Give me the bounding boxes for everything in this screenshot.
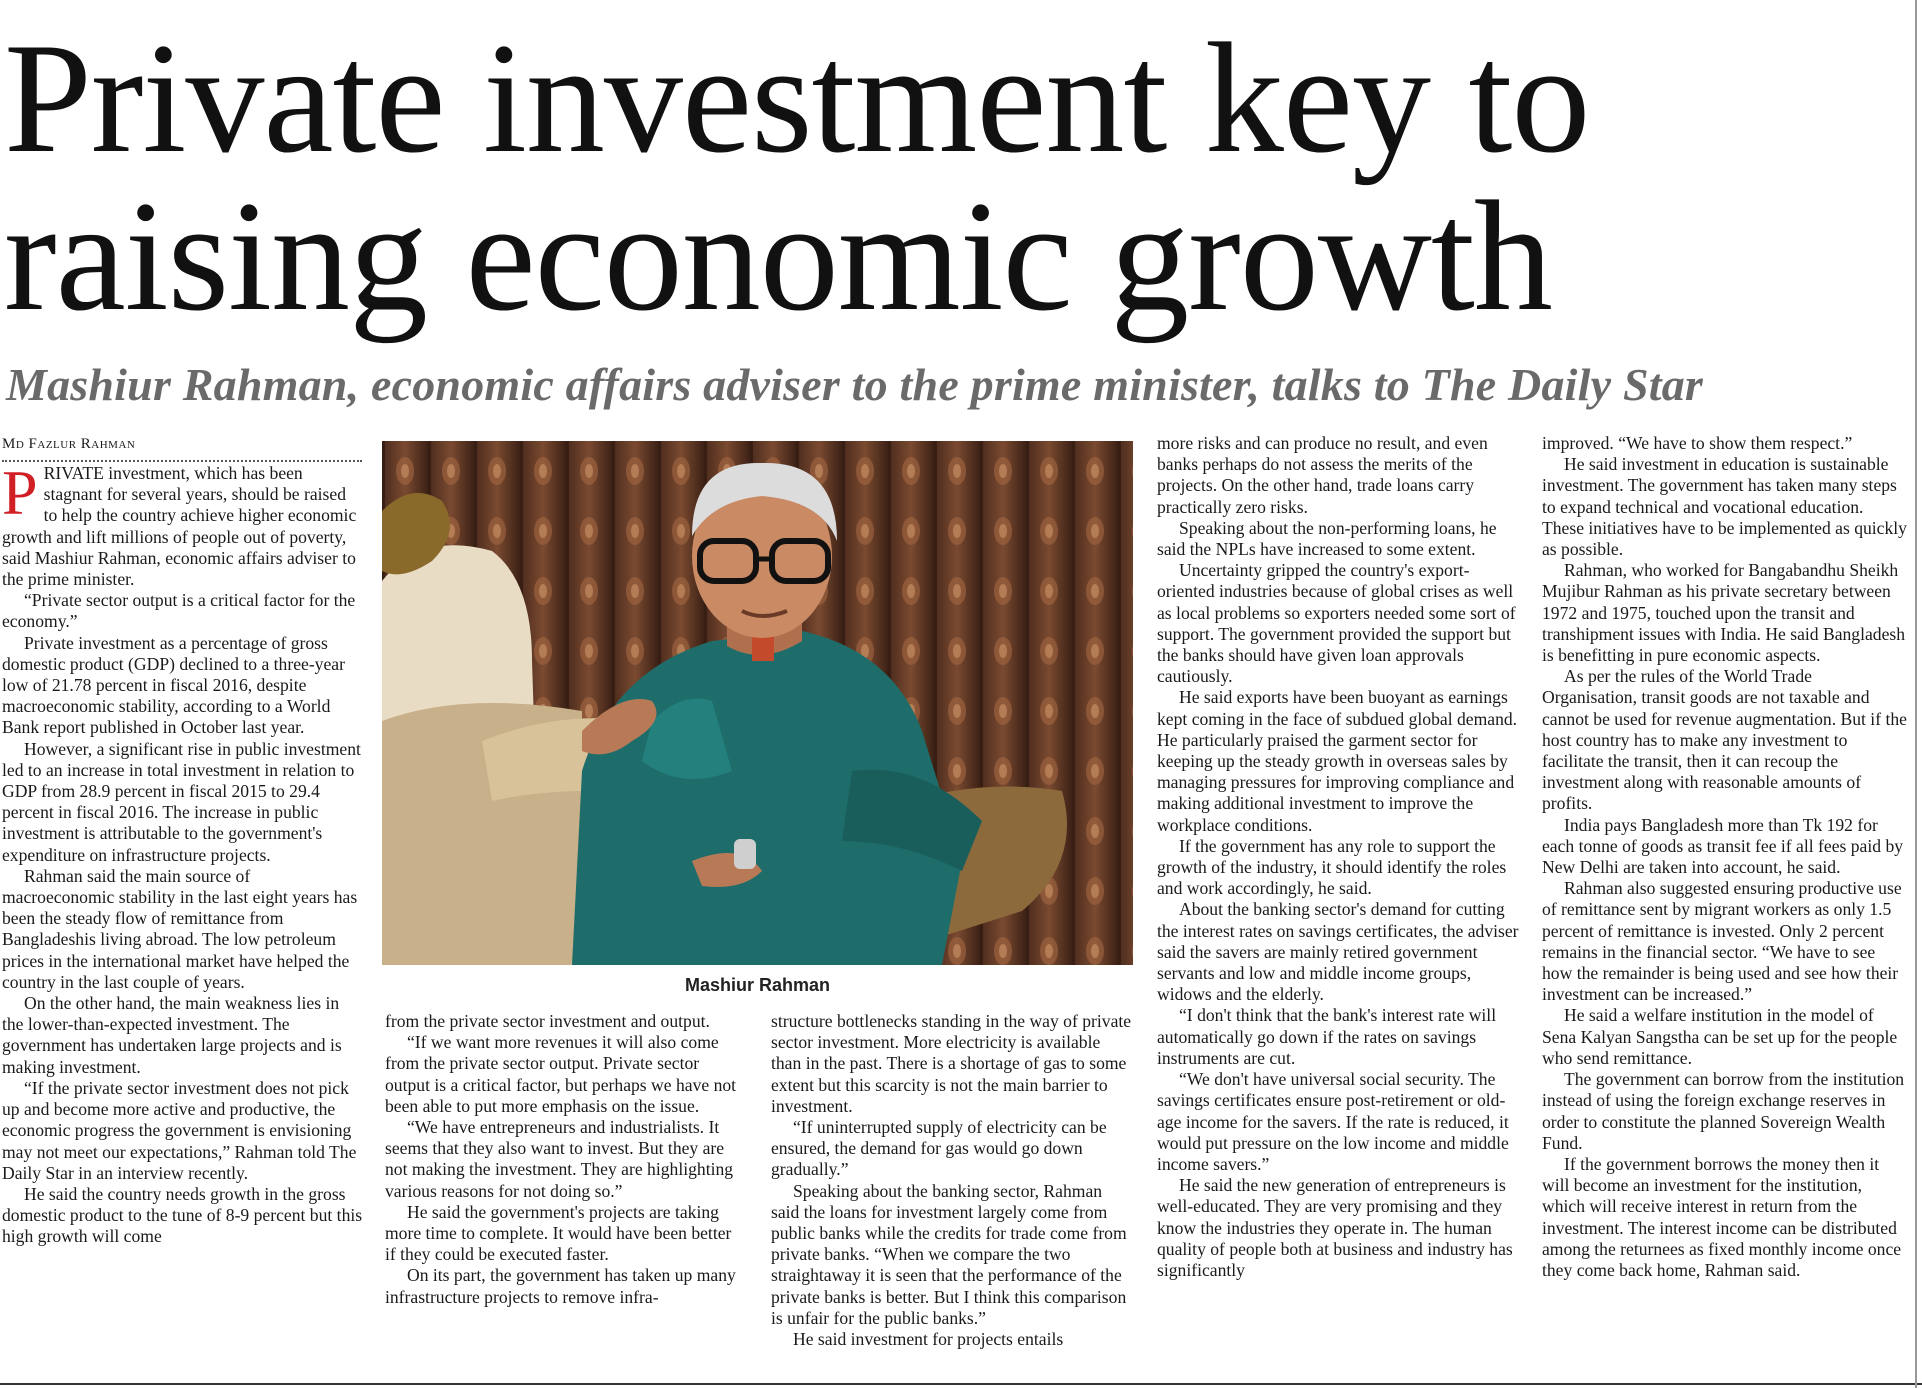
article-paragraph: He said the government's projects are taking more time to complete. It would have been better if they could be executed faster.: [385, 1201, 732, 1265]
article-paragraph: Speaking about the non-performing loans, he said the NPLs have increased to some extent.: [1157, 517, 1497, 560]
headline: [4, 11, 1904, 344]
article-column-1: [2, 457, 364, 1248]
article-paragraph: India pays Bangladesh more than Tk 192 for each tonne of goods as transit fee if all fees paid by New Delhi are taken into account, he said.: [1542, 814, 1904, 878]
article-paragraph: Private investment as a percentage of gross domestic product (GDP) declined to a three-year low of 21.78 percent in fiscal 2016, despite macroeconomic stability, according to a World Bank report published in October last year.: [2, 632, 345, 738]
article-paragraph: Speaking about the banking sector, Rahman said the loans for investment largely come from public banks while the credits for trade come from private banks. “When we compare the two straightaway it is seen that the performance of the private banks is better. But I think this comparison is unfair for the public banks.”: [771, 1180, 1127, 1328]
article-paragraph: He said investment for projects entails: [793, 1329, 1064, 1350]
article-paragraph: “We have entrepreneurs and industrialists. It seems that they also want to invest. But they are not making the investment. They are highlighting various reasons for not doing so.”: [385, 1117, 734, 1201]
article-paragraph: He said exports have been buoyant as earnings kept coming in the face of subdued global demand. He particularly praised the garment sector for keeping up the steady growth in overseas sales by managing pressures for improving compliance and making additional investment to improve the workplace conditions.: [1157, 687, 1518, 835]
right-edge-rule: [1915, 0, 1917, 1388]
subheadline: Mashiur Rahman, economic affairs adviser to the prime minister, talks to The Daily Star: [6, 359, 1704, 410]
article-paragraph: “We don't have universal social security. The savings certificates ensure post-retirement or old-age income for the savers. If the rate is reduced, it would put pressure on the low income and middle income savers.”: [1157, 1069, 1509, 1174]
article-paragraph: He said the country needs growth in the gross domestic product to the tune of 8-9 percent but this high growth will come: [2, 1183, 363, 1247]
article-column-4: [1157, 433, 1522, 1281]
article-paragraph: On its part, the government has taken up many infrastructure projects to remove infra-: [385, 1265, 736, 1307]
article-paragraph: “Private sector output is a critical factor for the economy.”: [2, 590, 356, 632]
article-paragraph: improved. “We have to show them respect.”: [1542, 433, 1853, 453]
article-paragraph: “If we want more revenues it will also come from the private sector output. Private sector output is a critical factor, but perhaps we have not been able to put more emphasis on the issue.: [385, 1032, 737, 1116]
article-paragraph: As per the rules of the World Trade Organisation, transit goods are not taxable and cannot be used for revenue augmentation. But if the host country has to make any investment to facilitate the transit, then it can recoup the investment along with reasonable amounts of profits.: [1542, 666, 1907, 814]
article-paragraph: Uncertainty gripped the country's export-oriented industries because of global crises as well as local problems so exporters needed some sort of support. The government provided the support but the banks should have given loan approvals cautiously.: [1157, 560, 1516, 687]
article-paragraph: About the banking sector's demand for cutting the interest rates on savings certificates, the adviser said the savers are mainly retired government servants and low and middle income groups, widows and the elderly.: [1157, 899, 1519, 1005]
portrait-illustration: [382, 441, 1133, 965]
article-paragraph: Rahman, who worked for Bangabandhu Sheikh Mujibur Rahman as his private secretary between 1972 and 1975, touched upon the transit and transhipment issues with India. He said Bangladesh is benefitting in pure economic aspects.: [1542, 560, 1906, 666]
article-paragraph: The government can borrow from the institution instead of using the foreign exchange reserves in order to constitute the planned Sovereign Wealth Fund.: [1542, 1069, 1905, 1153]
byline: Md Fazlur Rahman: [2, 436, 362, 462]
portrait-photo: [382, 441, 1133, 965]
article-paragraph: “If uninterrupted supply of electricity can be ensured, the demand for gas would go down gradually.”: [771, 1117, 1107, 1180]
article-column-2: [385, 1011, 743, 1308]
article-paragraph: PRIVATE investment, which has been stagnant for several years, should be raised to help the country achieve higher economic growth and lift millions of people out of poverty, said Mashiur Rahman, economic affairs adviser to the prime minister.: [2, 457, 357, 590]
bottom-rule: [0, 1383, 1922, 1385]
headline-line-2: raising economic growth: [4, 169, 1552, 344]
article-paragraph: more risks and can produce no result, and even banks perhaps do not assess the merits of the projects. On the other hand, trade loans carry practically zero risks.: [1157, 433, 1488, 517]
article-paragraph: On the other hand, the main weakness lies in the lower-than-expected investment. The government has undertaken large projects and is making investment.: [2, 993, 342, 1077]
article-paragraph: “If the private sector investment does not pick up and become more active and productive, the economic progress the government is envisioning may not meet our expectations,” Rahman told The Daily Star in an interview recently.: [2, 1077, 357, 1183]
article-paragraph: Rahman also suggested ensuring productive use of remittance sent by migrant workers as only 1.5 percent of remittance is invested. Only 2 percent remains in the financial sector. “We have to see how the remainder is being used and see how their investment can be increased.”: [1542, 878, 1902, 1005]
article-paragraph: If the government has any role to support the growth of the industry, it should identify the roles and work accordingly, he said.: [1157, 835, 1507, 899]
article-paragraph: “I don't think that the bank's interest rate will automatically go down if the rates on savings instruments are cut.: [1157, 1005, 1497, 1068]
article-paragraph: structure bottlenecks standing in the way of private sector investment. More electricity is available than in the past. There is a shortage of gas to some extent but this scarcity is not the main barrier to investment.: [771, 1011, 1132, 1116]
article-column-3: [771, 1011, 1133, 1350]
photo-caption: Mashiur Rahman: [684, 975, 831, 995]
article-paragraph: He said a welfare institution in the model of Sena Kalyan Sangstha can be set up for the people who send remittance.: [1542, 1005, 1898, 1068]
article-paragraph: If the government borrows the money then it will become an investment for the institution, which will receive interest in return from the investment. The interest income can be distributed among the returnees as fixed monthly income once they come back home, Rahman said.: [1542, 1153, 1902, 1280]
article-paragraph: from the private sector investment and output.: [385, 1011, 710, 1031]
drop-cap: P: [2, 457, 38, 528]
article-paragraph: Rahman said the main source of macroeconomic stability in the last eight years has been the steady flow of remittance from Bangladeshis living abroad. The low petroleum prices in the international market have helped the country in the last couple of years.: [2, 865, 358, 992]
headline-line-1: Private investment key to: [4, 11, 1590, 186]
article-paragraph: He said investment in education is sustainable investment. The government has taken many steps to expand technical and vocational education. These initiatives have to be implemented as quickly as possible.: [1542, 454, 1907, 560]
article-paragraph: However, a significant rise in public investment led to an increase in total investment in relation to GDP from 28.9 percent in fiscal 2015 to 29.4 percent in fiscal 2016. The increase in public investment is attributable to the government's expenditure on infrastructure projects.: [2, 738, 361, 865]
article-paragraph: He said the new generation of entrepreneurs is well-educated. They are very promising and they know the industries they operate in. The human quality of people both at business and industry has significantly: [1157, 1175, 1513, 1280]
article-column-5: [1542, 433, 1907, 1281]
